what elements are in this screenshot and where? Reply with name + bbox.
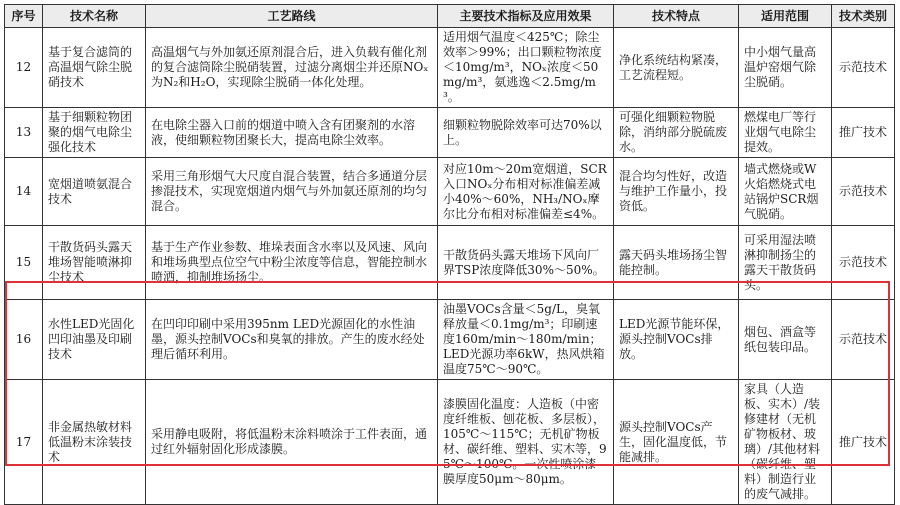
cell-no: 14: [5, 158, 43, 226]
cell-features: 可强化细颗粒物脱除，消纳部分脱硫废水。: [614, 108, 739, 158]
header-route: 工艺路线: [146, 5, 438, 28]
cell-route: 在电除尘器入口前的烟道中喷入含有团聚剂的水溶液，使细颗粒物团聚长大，提高电除尘效率。: [146, 108, 438, 158]
cell-indicators: 细颗粒物脱除效率可达70%以上。: [438, 108, 614, 158]
cell-features: 混合均匀性好，改造与维护工作量小，投资低。: [614, 158, 739, 226]
cell-name: 基于复合滤筒的高温烟气除尘脱硝技术: [43, 28, 146, 108]
header-name: 技术名称: [43, 5, 146, 28]
cell-name: 宽烟道喷氨混合技术: [43, 158, 146, 226]
header-features: 技术特点: [614, 5, 739, 28]
cell-indicators: 对应10m～20m宽烟道，SCR入口NOₓ分布相对标准偏差减小40%～60%，NH₃/NOₓ摩尔比分布相对标准偏差≤4%。: [438, 158, 614, 226]
cell-scope: 燃煤电厂等行业烟气电除尘提效。: [739, 108, 832, 158]
cell-category: 示范技术: [832, 226, 895, 300]
table-row: [5, 108, 895, 158]
header-category: 技术类别: [832, 5, 895, 28]
cell-features: LED光源节能环保，源头控制VOCs排放。: [614, 300, 739, 380]
cell-scope: 墙式燃烧或W火焰燃烧式电站锅炉SCR烟气脱硝。: [739, 158, 832, 226]
cell-indicators: 干散货码头露天堆场下风向厂界TSP浓度降低30%～50%。: [438, 226, 614, 300]
header-indicators: 主要技术指标及应用效果: [438, 5, 614, 28]
cell-route: 在凹印印刷中采用395nm LED光源固化的水性油墨，源头控制VOCs和臭氧的排放。产生的废水经处理后循环利用。: [146, 300, 438, 380]
cell-category: 示范技术: [832, 28, 895, 108]
cell-category: 示范技术: [832, 158, 895, 226]
cell-name: 基于细颗粒物团聚的烟气电除尘强化技术: [43, 108, 146, 158]
table-row: [5, 28, 895, 108]
cell-scope: 可采用湿法喷淋抑制扬尘的露天干散货码头。: [739, 226, 832, 300]
cell-indicators: 油墨VOCs含量＜5g/L，臭氧释放量＜0.1mg/m³；印刷速度160m/min～180m/min；LED光源功率6kW，热风烘箱温度75℃～90℃。: [438, 300, 614, 380]
cell-route: 高温烟气与外加氨还原剂混合后，进入负载有催化剂的复合滤筒除尘脱硝装置，过滤分离烟尘并还原NOₓ为N₂和H₂O，实现除尘脱硝一体化处理。: [146, 28, 438, 108]
cell-scope: 家具（人造板、实木）/装修建材（无机矿物板材、玻璃）/其他材料（碳纤维、塑料）制造行业的废气减排。: [739, 380, 832, 505]
cell-no: 16: [5, 300, 43, 380]
cell-route: 采用三角形烟气大尺度自混合装置，结合多通道分层掺混技术，实现宽烟道内烟气与外加氨还原剂的均匀混合。: [146, 158, 438, 226]
cell-category: 示范技术: [832, 300, 895, 380]
header-row: [5, 5, 895, 28]
cell-scope: 中小烟气量高温炉窑烟气除尘脱硝。: [739, 28, 832, 108]
cell-category: 推广技术: [832, 108, 895, 158]
table-row: [5, 158, 895, 226]
cell-features: 源头控制VOCs产生，固化温度低，节能减排。: [614, 380, 739, 505]
cell-name: 水性LED光固化凹印油墨及印刷技术: [43, 300, 146, 380]
cell-features: 露天码头堆场扬尘智能控制。: [614, 226, 739, 300]
cell-no: 15: [5, 226, 43, 300]
technology-table: [4, 4, 895, 505]
table-row: [5, 226, 895, 300]
cell-indicators: 漆膜固化温度：人造板（中密度纤维板、刨花板、多层板），105℃～115℃；无机矿物板材、碳纤维、塑料、实木等，95℃～100℃。一次性喷涂漆膜厚度50μm～80μm。: [438, 380, 614, 505]
cell-scope: 烟包、酒盒等纸包装印品。: [739, 300, 832, 380]
cell-route: 采用静电吸附，将低温粉末涂料喷涂于工件表面，通过红外辐射固化形成漆膜。: [146, 380, 438, 505]
cell-no: 13: [5, 108, 43, 158]
cell-name: 非金属热敏材料低温粉末涂装技术: [43, 380, 146, 505]
cell-no: 17: [5, 380, 43, 505]
header-no: 序号: [5, 5, 43, 28]
cell-name: 干散货码头露天堆场智能喷淋抑尘技术: [43, 226, 146, 300]
cell-route: 基于生产作业参数、堆垛表面含水率以及风速、风向和堆场典型点位空气中粉尘浓度等信息，智能控制水喷洒，抑制堆场扬尘。: [146, 226, 438, 300]
cell-indicators: 适用烟气温度＜425℃；除尘效率＞99%；出口颗粒物浓度＜10mg/m³，NOₓ浓度＜50mg/m³，氨逃逸＜2.5mg/m³。: [438, 28, 614, 108]
table-row: [5, 380, 895, 505]
header-scope: 适用范围: [739, 5, 832, 28]
cell-features: 净化系统结构紧凑，工艺流程短。: [614, 28, 739, 108]
table-row: [5, 300, 895, 380]
cell-no: 12: [5, 28, 43, 108]
cell-category: 推广技术: [832, 380, 895, 505]
